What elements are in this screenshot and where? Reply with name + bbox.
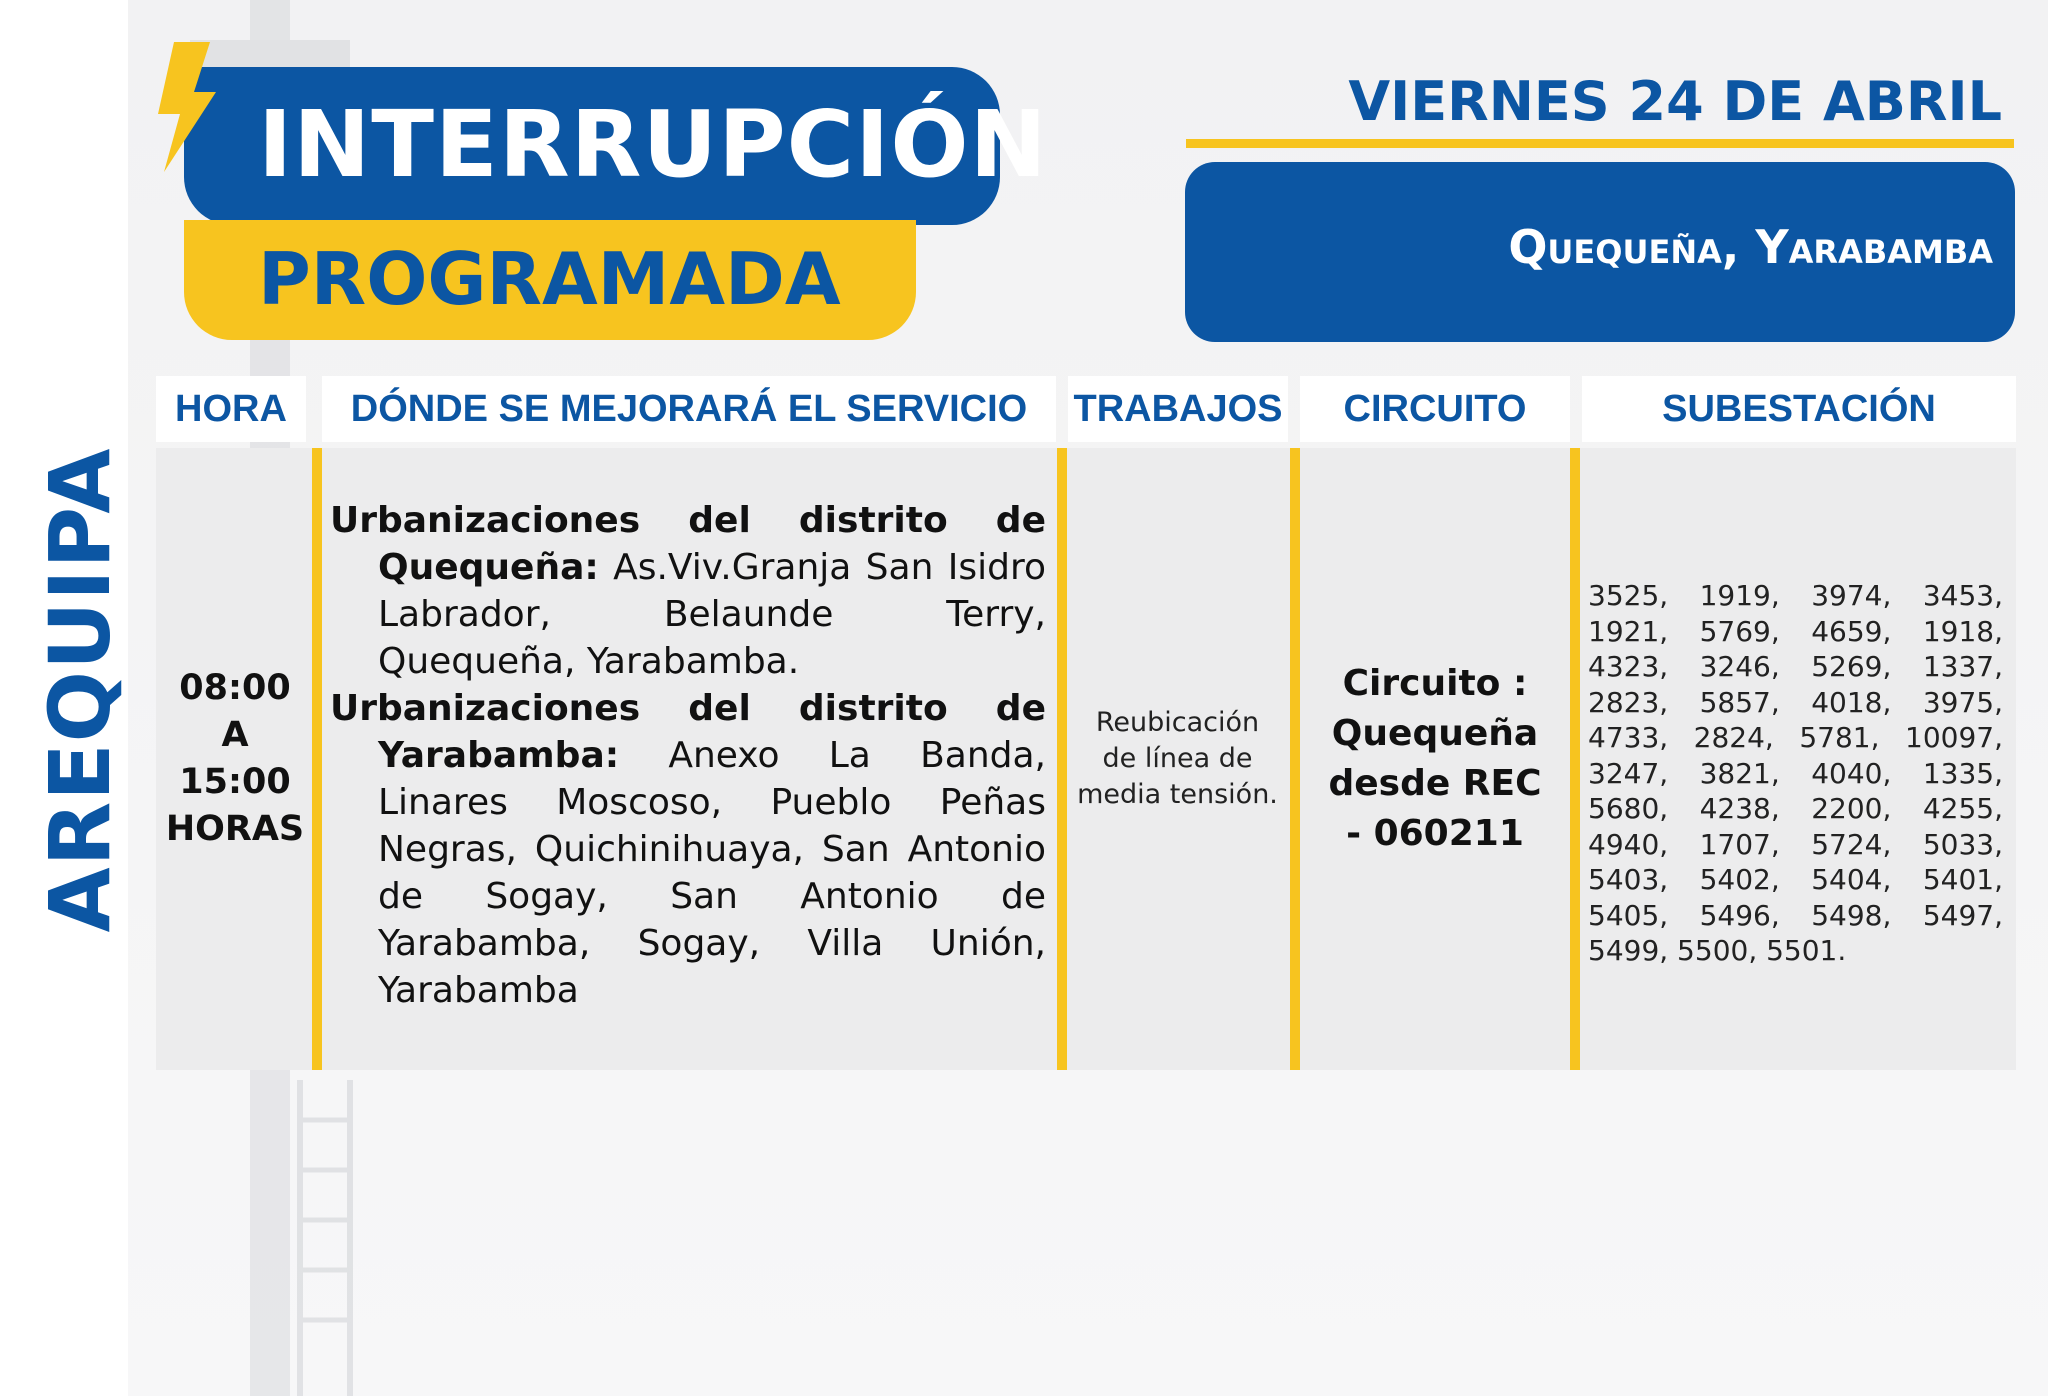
cell-subestacion: 3525, 1919, 3974, 3453, 1921, 5769, 4659, 1918, 4323, 3246, 5269, 1337, 2823, 5857, 4018, 3975, 4733, 2824, 5781, 10097, 3247, 3821, 4040, 1335, 5680, 4238, 2200, 4255, 4940, 1707, 5724, 5033, 5403, 5402, 5404, 5401, 5405, 5496, 5498, 5497, 5499, 5500, 5501. xyxy=(1588,579,2003,967)
district-areas: Anexo La Banda, Linares Moscoso, Pueblo Peñas Negras, Quichinihuaya, San Antonio de Sogay, San Antonio de Yarabamba, Sogay, Villa Unión, Yarabamba xyxy=(378,735,1046,1011)
district-entry xyxy=(330,497,1046,685)
lightning-bolt-icon xyxy=(154,42,224,172)
column-divider xyxy=(312,448,322,1070)
cell-hora xyxy=(160,448,310,1070)
column-divider xyxy=(1057,448,1067,1070)
district-areas: As.Viv.Granja San Isidro Labrador, Belaunde Terry, Quequeña, Yarabamba. xyxy=(378,547,1046,682)
header-circuito: CIRCUITO xyxy=(1300,376,1570,442)
region-label xyxy=(31,447,129,933)
column-divider xyxy=(1570,448,1580,1070)
circuito-text: Circuito : Quequeña desde REC - 060211 xyxy=(1328,663,1542,854)
location-label: Quequeña, Yarabamba xyxy=(1508,220,1993,274)
region-text: AREQUIPA xyxy=(31,447,129,933)
cell-trabajos xyxy=(1070,448,1285,1070)
hora-end: 15:00 xyxy=(179,762,291,802)
date-underline xyxy=(1186,139,2014,148)
trabajos-text: Reubicación de línea de media tensión. xyxy=(1077,707,1278,810)
cell-circuito xyxy=(1300,448,1570,1070)
district-entry xyxy=(330,685,1046,1014)
hora-start: 08:00 xyxy=(179,668,291,708)
header-subestacion: SUBESTACIÓN xyxy=(1582,376,2016,442)
column-divider xyxy=(1290,448,1300,1070)
page-title: INTERRUPCIÓN xyxy=(258,91,1048,198)
header-donde: DÓNDE SE MEJORARÁ EL SERVICIO xyxy=(322,376,1056,442)
location-banner xyxy=(1185,162,2015,342)
header-hora: HORA xyxy=(156,376,306,442)
date-label: VIERNES 24 DE ABRIL xyxy=(1348,70,2002,133)
cell-donde xyxy=(330,497,1046,1014)
page-subtitle: PROGRAMADA xyxy=(258,237,841,321)
district-label: Urbanizaciones del distrito de Yarabamba: xyxy=(330,688,1046,776)
header-trabajos: TRABAJOS xyxy=(1068,376,1288,442)
district-label: Urbanizaciones del distrito de Quequeña: xyxy=(330,500,1046,588)
hora-sep: A xyxy=(221,715,249,755)
hora-unit: HORAS xyxy=(165,809,305,849)
